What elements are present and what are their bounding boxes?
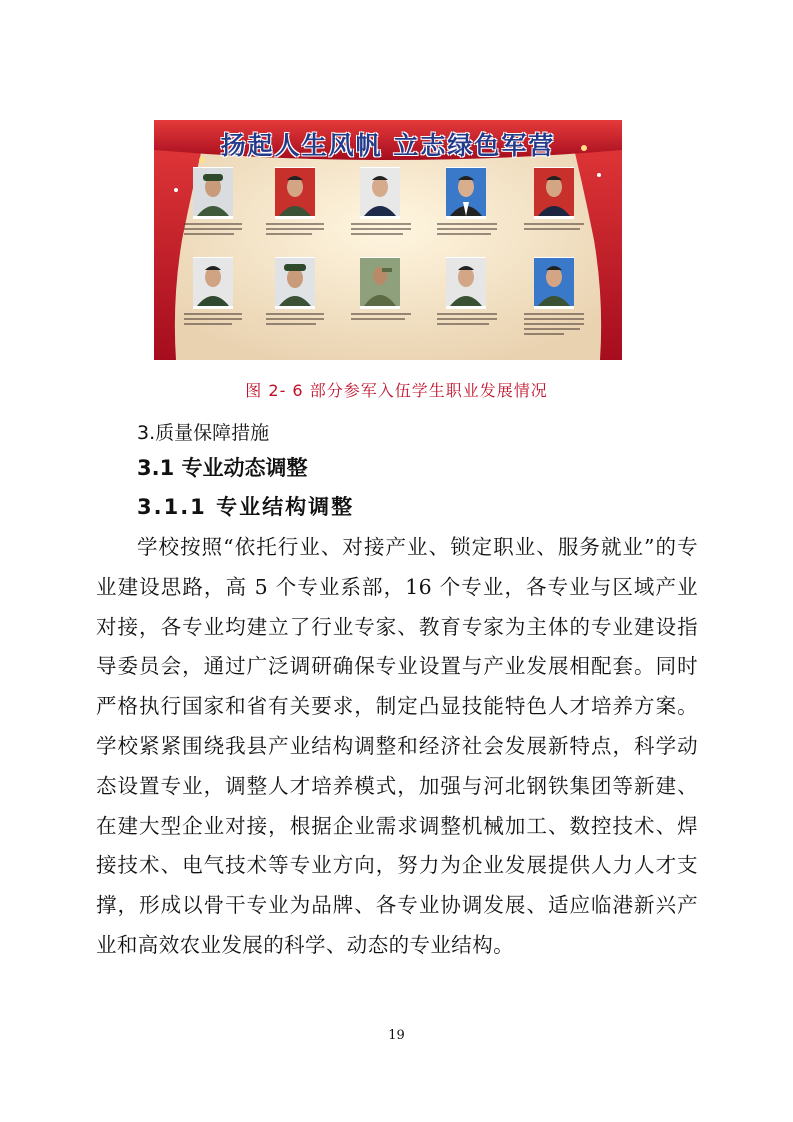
portrait-caption bbox=[524, 313, 584, 315]
portrait-photo bbox=[360, 168, 400, 216]
portrait-caption bbox=[524, 333, 564, 335]
portrait-caption bbox=[351, 228, 411, 230]
section-heading: 3.质量保障措施 bbox=[137, 422, 270, 444]
portrait-photo bbox=[275, 168, 315, 216]
portrait-caption bbox=[351, 223, 411, 225]
portrait-photo bbox=[446, 258, 486, 306]
portrait-caption bbox=[184, 313, 242, 315]
subsection-heading: 3.1 专业动态调整 bbox=[137, 456, 308, 480]
portrait-caption bbox=[351, 313, 411, 315]
portrait-photo bbox=[534, 168, 574, 216]
portrait-caption bbox=[351, 233, 403, 235]
portrait-caption bbox=[437, 228, 497, 230]
portrait-photo bbox=[193, 168, 233, 216]
portrait-caption bbox=[184, 318, 242, 320]
portrait-caption bbox=[184, 228, 242, 230]
portrait-caption bbox=[524, 223, 584, 225]
portrait-photo bbox=[534, 258, 574, 306]
figure-caption: 图 2- 6 部分参军入伍学生职业发展情况 bbox=[245, 381, 548, 400]
portrait-caption bbox=[524, 328, 580, 330]
portrait-caption bbox=[266, 233, 312, 235]
subsubsection-heading: 3.1.1 专业结构调整 bbox=[137, 495, 355, 519]
portrait-caption bbox=[437, 233, 491, 235]
portrait-caption bbox=[437, 323, 489, 325]
portrait-caption bbox=[266, 318, 324, 320]
portrait-caption bbox=[266, 313, 324, 315]
portrait-caption bbox=[184, 223, 242, 225]
portrait-caption bbox=[266, 228, 324, 230]
portrait-caption bbox=[266, 323, 316, 325]
portrait-caption bbox=[351, 318, 405, 320]
portrait-caption bbox=[184, 323, 232, 325]
banner-title: 扬起人生风帆 立志绿色军营 bbox=[220, 131, 556, 160]
portrait-caption bbox=[437, 318, 497, 320]
portrait-caption bbox=[524, 323, 584, 325]
portrait-caption bbox=[266, 223, 324, 225]
body-paragraph: 学校按照“依托行业、对接产业、锁定职业、服务就业”的专业建设思路，高 5 个专业系部，16 个专业，各专业与区域产业对接，各专业均建立了行业专家、教育专家为主体的专业建设指导委员会，通过广泛调研确保专业设置与产业发展相配套。同时严格执行国家和省有关要求，制定凸显技能特色人才培养方案。学校紧紧围绕我县产业结构调整和经济社会发展新特点，科学动态设置专业，调整人才培养模式，加强与河北钢铁集团等新建、在建大型企业对接，根据企业需求调整机械加工、数控技术、焊接技术、电气技术等专业方向，努力为企业发展提供人力人才支撑，形成以骨干专业为品牌、各专业协调发展、适应临港新兴产业和高效农业发展的科学、动态的专业结构。 bbox=[96, 535, 698, 957]
portrait-caption bbox=[524, 318, 584, 320]
portrait-caption bbox=[524, 228, 580, 230]
portrait-caption bbox=[184, 233, 234, 235]
portrait-photo bbox=[446, 168, 486, 216]
portrait-photo bbox=[193, 258, 233, 306]
portrait-caption bbox=[437, 313, 497, 315]
figure-soldiers-banner bbox=[154, 120, 622, 360]
portrait-caption bbox=[437, 223, 497, 225]
page-number: 19 bbox=[388, 1028, 405, 1043]
portrait-photo bbox=[360, 258, 400, 306]
portrait-photo bbox=[275, 258, 315, 306]
